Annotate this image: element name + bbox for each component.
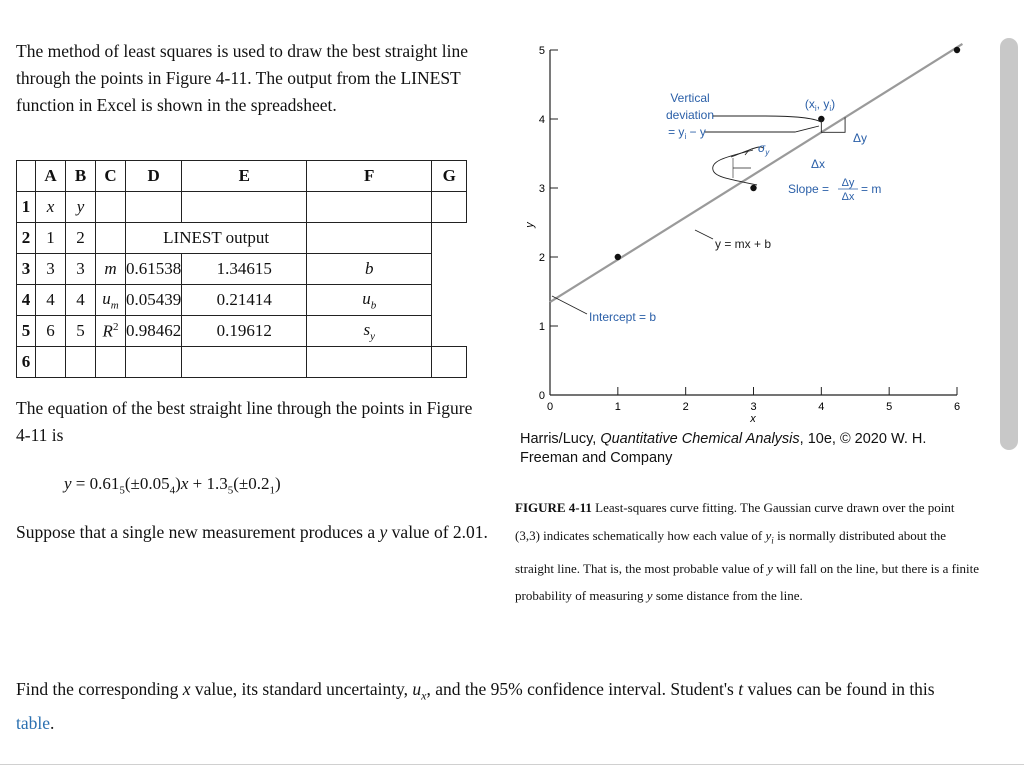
empty-cell (66, 347, 96, 378)
empty-cell (432, 347, 467, 378)
sheet-row-5 (17, 316, 467, 347)
question-paragraph (16, 676, 976, 737)
vertical-deviation-leader (713, 116, 821, 122)
label-sy-cell (307, 316, 432, 347)
vertical-deviation-label-2: deviation (665, 108, 715, 122)
question-text: values can be found in this (747, 679, 935, 699)
question-var: x (182, 679, 191, 699)
row-number: 5 (17, 316, 36, 347)
sheet-row-6 (17, 347, 467, 378)
figure-caption (515, 494, 980, 610)
linest-title-cell: LINEST output (126, 223, 307, 254)
empty-cell (96, 223, 126, 254)
empty-cell (182, 347, 307, 378)
label-ub-cell (307, 285, 432, 316)
label-m-cell (96, 254, 126, 285)
label-b-cell (307, 254, 432, 285)
question-text: , and the 95% confidence interval. Student's (426, 679, 734, 699)
y-value-cell: 5 (66, 316, 96, 347)
slope-m-label: = m (861, 182, 882, 196)
new-measurement-text: Suppose that a single new measurement produces a (16, 522, 376, 542)
col-header-f: F (307, 161, 432, 192)
empty-cell (307, 347, 432, 378)
empty-cell (126, 347, 182, 378)
bottom-divider (0, 764, 1024, 765)
point-label (805, 97, 835, 113)
caption-var: y (646, 588, 653, 604)
x-tick-label: 3 (750, 401, 757, 413)
new-measurement-paragraph (16, 519, 491, 546)
y-tick-label: 4 (538, 114, 545, 126)
figure-credit (520, 430, 980, 468)
x-tick-label: 1 (614, 401, 621, 413)
empty-cell (307, 223, 432, 254)
question-text: value, its standard uncertainty, (194, 679, 409, 699)
row-number: 1 (17, 192, 36, 223)
eq-part: (±0.2 (233, 474, 270, 493)
eq-part: = 0.61 (71, 474, 120, 493)
eq-sub: 4 (169, 484, 176, 497)
y-tick-label: 0 (538, 390, 545, 402)
vertical-deviation-label-1: Vertical (670, 91, 710, 105)
intercept-value-cell: 1.34615 (182, 254, 307, 285)
question-var: u (412, 679, 422, 699)
linest-spreadsheet (16, 160, 467, 378)
label-um-cell (96, 285, 126, 316)
new-measurement-var: y (379, 522, 388, 542)
y-value-cell: 4 (66, 285, 96, 316)
sheet-row-2 (17, 223, 467, 254)
sheet-row-3 (17, 254, 467, 285)
vertical-deviation-formula (668, 125, 706, 141)
intercept-uncertainty-cell: 0.21414 (182, 285, 307, 316)
y-tick-label: 1 (538, 321, 545, 333)
caption-text: is normally distributed about the straight line. That is, the most probable value of (515, 527, 947, 576)
sigma-sub: y (765, 148, 770, 157)
y-axis-label: y (524, 222, 536, 228)
col-header-d: D (126, 161, 182, 192)
credit-publisher: , 10e, © 2020 W. H. Freeman and Company (520, 431, 927, 466)
question-text: . (50, 712, 55, 733)
caption-label: FIGURE 4-11 (515, 500, 592, 515)
intro-text: The method of least squares is used to draw the best straight line through the points in Figure 4-11. The output from the LINEST function in Excel is shown in the spreadsheet. (16, 41, 468, 115)
gaussian-curve (713, 150, 757, 185)
line-label-leader (695, 230, 713, 239)
vertical-deviation-leader (705, 126, 819, 132)
empty-cell (36, 347, 66, 378)
caption-text: Least-squares curve fitting. The Gaussian curve drawn over the point (3,3) indicates schematically how each value of (515, 500, 955, 543)
data-point (615, 254, 621, 260)
empty-cell (96, 192, 126, 223)
fit-equation (64, 474, 281, 496)
question-text: Find the corresponding (16, 679, 179, 699)
row-number: 2 (17, 223, 36, 254)
chart-axes (550, 50, 957, 395)
pl-part: , y (816, 97, 830, 111)
sheet-row-1 (17, 192, 467, 223)
intercept-label: Intercept = b (589, 310, 657, 324)
col-header-e: E (182, 161, 307, 192)
vertical-scrollbar[interactable] (1000, 38, 1018, 450)
slope-numerator: Δy (841, 177, 855, 189)
sigma-label (758, 141, 770, 157)
label-m: m (104, 259, 117, 278)
equation-intro (16, 395, 486, 449)
t-table-link[interactable]: table (16, 712, 51, 733)
intro-paragraph (16, 38, 476, 119)
vd-sub: i (684, 132, 687, 141)
label-u: u (362, 288, 371, 308)
sigma-symbol: σ (758, 141, 766, 155)
x-value-cell: 3 (36, 254, 66, 285)
pl-part: ) (831, 97, 836, 111)
eq-sub: 5 (119, 484, 125, 497)
credit-book-title: Quantitative Chemical Analysis (600, 431, 800, 447)
label-s: s (363, 319, 371, 339)
x-axis-label: x (750, 413, 756, 425)
data-point (954, 47, 960, 53)
caption-text: some distance from the line. (652, 588, 803, 604)
eq-y: y (64, 474, 72, 493)
y-value-cell: 3 (66, 254, 96, 285)
delta-y-label: Δy (853, 131, 868, 145)
question-var: t (738, 679, 744, 699)
equation-intro-text: The equation of the best straight line through the points in Figure 4-11 is (16, 398, 473, 445)
label-sy-sub: y (370, 330, 375, 343)
corner-cell (17, 161, 36, 192)
col-header-g: G (432, 161, 467, 192)
empty-cell (96, 347, 126, 378)
credit-authors: Harris/Lucy, (520, 431, 597, 447)
pl-part: (x (804, 97, 815, 111)
eq-part: (±0.05 (124, 474, 170, 493)
least-squares-chart (505, 30, 985, 430)
col-header-c: C (96, 161, 126, 192)
vd-part: − y (686, 125, 706, 139)
col-header-a: A (36, 161, 66, 192)
x-value-cell: 6 (36, 316, 66, 347)
x-header-cell: x (36, 192, 66, 223)
sheet-header-row (17, 161, 467, 192)
x-value-cell: 4 (36, 285, 66, 316)
slope-value-cell: 0.61538 (126, 254, 182, 285)
empty-cell (307, 192, 432, 223)
x-value-cell: 1 (36, 223, 66, 254)
row-number: 3 (17, 254, 36, 285)
eq-sub: 1 (269, 484, 275, 497)
label-r2-cell (96, 316, 126, 347)
caption-sub: i (771, 535, 774, 546)
x-tick-label: 0 (546, 401, 554, 413)
fit-line (550, 44, 962, 302)
pl-sub: i (829, 104, 832, 113)
caption-var: y (765, 527, 772, 543)
new-measurement-value: value of 2.01. (391, 522, 488, 542)
question-sub: x (421, 688, 427, 703)
slope-uncertainty-cell: 0.05439 (126, 285, 182, 316)
y-header-cell: y (66, 192, 96, 223)
eq-part: + 1.3 (188, 474, 228, 493)
slope-denominator: Δx (841, 191, 855, 203)
sheet-row-4 (17, 285, 467, 316)
caption-var: y (767, 560, 773, 576)
empty-cell (432, 192, 467, 223)
y-tick-label: 3 (538, 183, 545, 195)
delta-x-label: Δx (811, 157, 826, 171)
eq-sub: 5 (227, 484, 234, 497)
eq-x: x (180, 474, 189, 493)
row-number: 4 (17, 285, 36, 316)
empty-cell (182, 192, 307, 223)
empty-cell (126, 192, 182, 223)
intercept-leader (552, 296, 587, 314)
x-tick-label: 6 (953, 401, 961, 413)
y-tick-label: 2 (538, 252, 545, 264)
slope-label: Slope = (788, 182, 830, 196)
label-ub-sub: b (370, 299, 377, 312)
line-equation-label: y = mx + b (715, 237, 772, 251)
x-tick-label: 5 (886, 401, 893, 413)
label-um-sub: m (110, 299, 119, 312)
col-header-b: B (66, 161, 96, 192)
label-r: R (102, 321, 113, 341)
data-point (750, 185, 756, 191)
eq-part: ) (274, 474, 281, 493)
x-tick-label: 2 (682, 401, 689, 413)
y-tick-label: 5 (538, 45, 545, 57)
caption-text: will fall on the line, but there is a finite probability of measuring (515, 560, 980, 604)
row-number: 6 (17, 347, 36, 378)
y-value-cell: 2 (66, 223, 96, 254)
vd-part: = y (668, 125, 685, 139)
label-u: u (102, 288, 111, 308)
x-tick-label: 4 (818, 401, 825, 413)
pl-sub: i (814, 104, 817, 113)
eq-part: ) (175, 474, 181, 493)
r-squared-cell: 0.98462 (126, 316, 182, 347)
sy-value-cell: 0.19612 (182, 316, 307, 347)
label-b: b (365, 259, 374, 278)
label-r2-sup: 2 (112, 320, 119, 333)
